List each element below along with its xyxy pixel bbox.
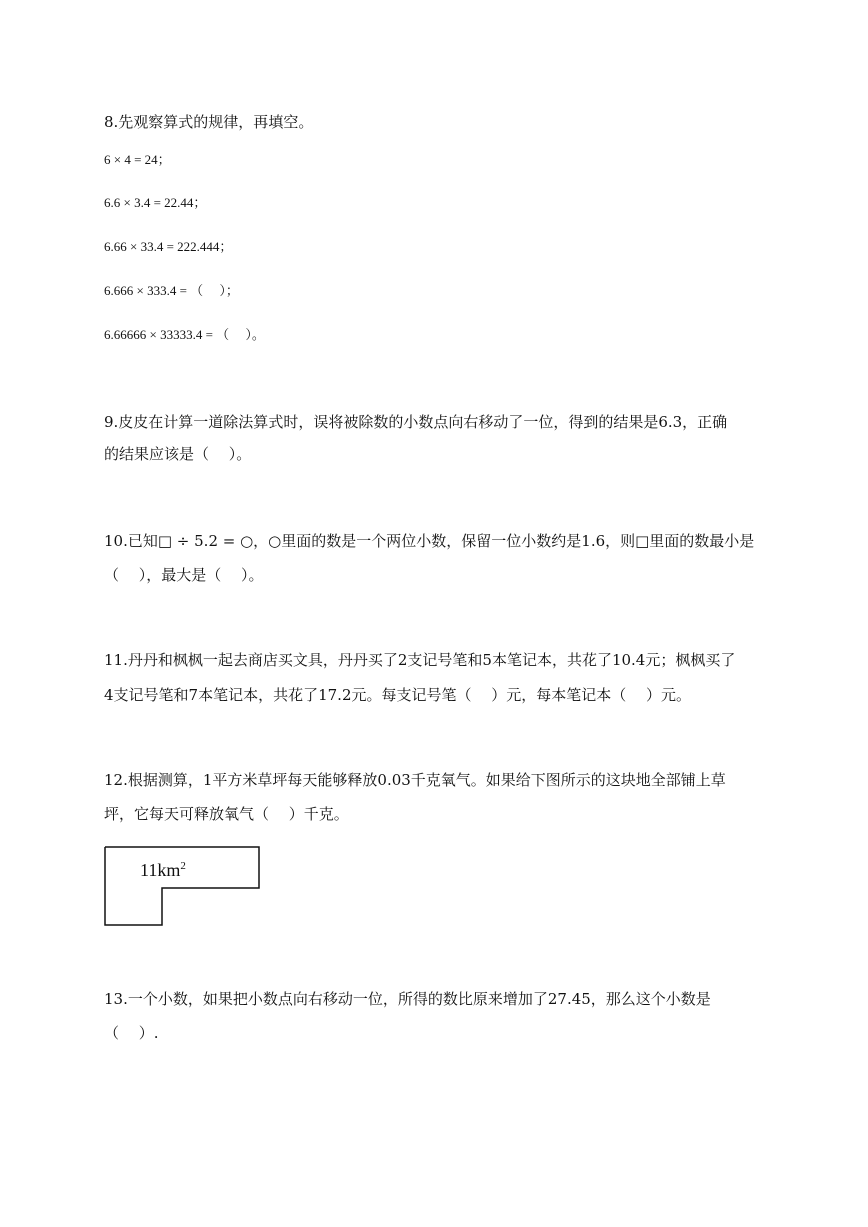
area-value: 11km <box>140 860 181 880</box>
q8-title: 8.先观察算式的规律，再填空。 <box>104 113 314 131</box>
q12-line-2: 坪，它每天可释放氧气（ ）千克。 <box>104 805 349 823</box>
q8-equation-1: 6 × 4 = 24； <box>104 152 171 167</box>
q11-line-1: 11.丹丹和枫枫一起去商店买文具，丹丹买了2支记号笔和5本笔记本，共花了10.4元；枫枫买了 <box>104 651 736 669</box>
q12-line-1: 12.根据测算，1平方米草坪每天能够释放0.03千克氧气。如果给下图所示的这块地全部铺上草 <box>104 771 726 789</box>
q9-line-1: 9.皮皮在计算一道除法算式时，误将被除数的小数点向右移动了一位，得到的结果是6.3，正确 <box>104 413 728 431</box>
q13-line-1: 13.一个小数，如果把小数点向右移动一位，所得的数比原来增加了27.45，那么这个小数是 <box>104 990 711 1008</box>
area-exponent: 2 <box>180 860 186 872</box>
q10-line-1: 10.已知□ ÷ 5.2 = ○，○里面的数是一个两位小数，保留一位小数约是1.6，则□里面的数最小是 <box>104 532 755 550</box>
q11-line-2: 4支记号笔和7本笔记本，共花了17.2元。每支记号笔（ ）元，每本笔记本（ ）元。 <box>104 686 692 704</box>
q13-line-2: （ ）. <box>104 1024 159 1042</box>
area-label <box>140 860 186 881</box>
q8-equation-4: 6.666 × 333.4 = （ ）； <box>104 283 239 298</box>
q9-line-2: 的结果应该是（ ）。 <box>104 445 252 463</box>
q8-equation-2: 6.6 × 3.4 = 22.44； <box>104 195 207 210</box>
q8-equation-5: 6.66666 × 33333.4 = （ ）。 <box>104 327 265 342</box>
l-shaped-land-figure <box>104 846 260 926</box>
q10-line-2: （ ），最大是（ ）。 <box>104 566 264 584</box>
q8-equation-3: 6.66 × 33.4 = 222.444； <box>104 239 233 254</box>
